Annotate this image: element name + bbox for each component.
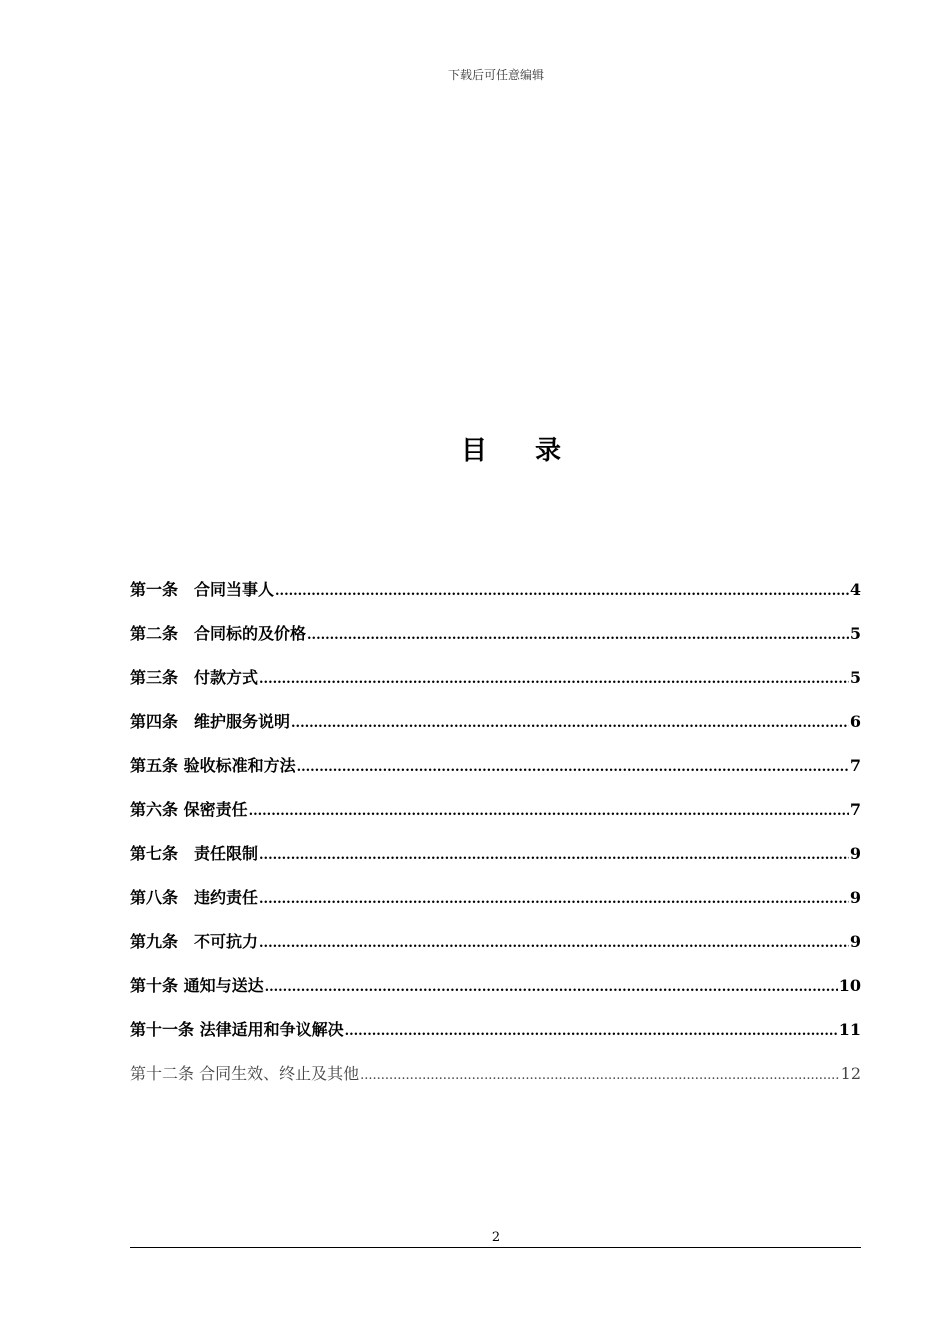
toc-dot-leader	[297, 760, 849, 775]
toc-dot-leader	[259, 672, 849, 687]
toc-entry-label: 第五条 验收标准和方法	[130, 756, 296, 775]
toc-entry-3[interactable]	[130, 665, 861, 709]
toc-dot-leader	[259, 848, 849, 863]
toc-entry-2[interactable]	[130, 621, 861, 665]
toc-entry-page: 11	[838, 1020, 861, 1039]
toc-entry-7[interactable]	[130, 841, 861, 885]
toc-title	[0, 430, 950, 467]
toc-entry-label: 第三条 付款方式	[130, 668, 259, 687]
toc-entry-page: 10	[838, 976, 861, 995]
toc-dot-leader	[259, 936, 849, 951]
toc-entry-page: 7	[849, 756, 861, 775]
toc-entry-label: 第一条 合同当事人	[130, 580, 275, 599]
toc-entry-page: 4	[849, 580, 861, 599]
toc-dot-leader	[360, 1068, 840, 1083]
toc-entry-page: 9	[849, 932, 861, 951]
toc-entry-page: 12	[840, 1064, 861, 1083]
toc-entry-page: 9	[849, 844, 861, 863]
toc-entry-page: 5	[849, 668, 861, 687]
toc-dot-leader	[345, 1024, 838, 1039]
toc-entry-9[interactable]	[130, 929, 861, 973]
toc-entry-10[interactable]	[130, 973, 861, 1017]
toc-entry-11[interactable]	[130, 1017, 861, 1061]
toc-title-part2: 录	[535, 436, 562, 466]
toc-dot-leader	[307, 628, 849, 643]
toc-entry-page: 6	[849, 712, 861, 731]
toc-entry-label: 第六条 保密责任	[130, 800, 248, 819]
toc-entry-label: 第二条 合同标的及价格	[130, 624, 307, 643]
header-note: 下载后可任意编辑	[447, 68, 544, 82]
toc-dot-leader	[291, 716, 849, 731]
toc-entry-page: 7	[849, 800, 861, 819]
toc-dot-leader	[259, 892, 849, 907]
toc-entry-4[interactable]	[130, 709, 861, 753]
toc-entry-12[interactable]	[130, 1061, 861, 1105]
toc-entry-label: 第七条 责任限制	[130, 844, 259, 863]
footer-rule	[130, 1247, 861, 1248]
toc-title-part1: 目	[460, 436, 487, 466]
toc-entry-1[interactable]	[130, 577, 861, 621]
toc-entry-label: 第十条 通知与送达	[130, 976, 264, 995]
toc-entry-page: 9	[849, 888, 861, 907]
toc-entry-label: 第四条 维护服务说明	[130, 712, 291, 731]
toc-entry-6[interactable]	[130, 797, 861, 841]
page-number: 2	[491, 1230, 501, 1245]
toc-entry-5[interactable]	[130, 753, 861, 797]
toc-dot-leader	[265, 980, 838, 995]
toc-dot-leader	[249, 804, 849, 819]
toc-list	[130, 577, 861, 1105]
toc-entry-label: 第八条 违约责任	[130, 888, 259, 907]
toc-entry-page: 5	[849, 624, 861, 643]
toc-dot-leader	[275, 584, 849, 599]
toc-entry-label: 第十二条 合同生效、终止及其他	[130, 1064, 360, 1083]
toc-entry-label: 第九条 不可抗力	[130, 932, 259, 951]
toc-entry-8[interactable]	[130, 885, 861, 929]
toc-entry-label: 第十一条 法律适用和争议解决	[130, 1020, 344, 1039]
